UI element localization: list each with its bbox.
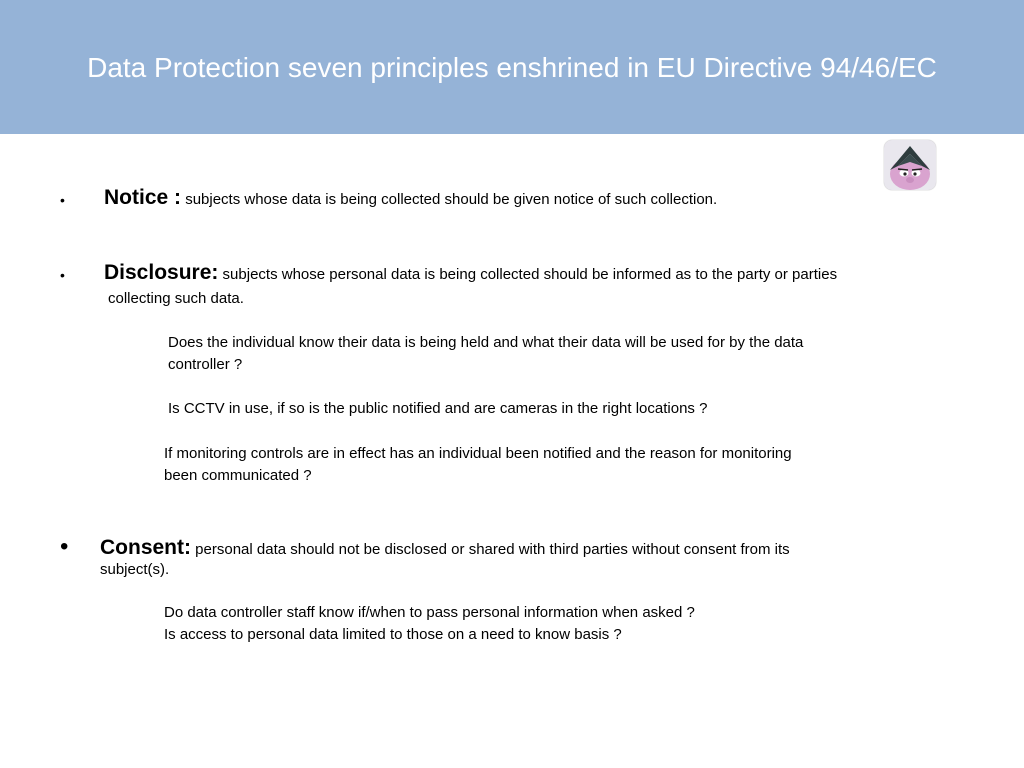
disclosure-question-cont: controller ? — [168, 356, 243, 373]
consent-item — [100, 534, 790, 564]
disclosure-desc-cont: collecting such data. — [108, 290, 244, 307]
disclosure-question-cont: been communicated ? — [164, 467, 312, 484]
consent-desc: personal data should not be disclosed or shared with third parties without consent from its — [195, 541, 790, 558]
bullet-marker: • — [60, 533, 69, 560]
consent-term: Consent: — [100, 536, 191, 559]
disclosure-item — [104, 259, 837, 289]
bullet-marker: • — [60, 267, 65, 283]
consent-desc-cont: subject(s). — [100, 561, 170, 578]
disclosure-term: Disclosure: — [104, 261, 219, 284]
disclosure-question: If monitoring controls are in effect has an individual been notified and the reason for monitoring — [164, 445, 792, 462]
consent-question: Is access to personal data limited to those on a need to know basis ? — [164, 626, 622, 643]
slide-title: Data Protection seven principles enshrined in EU Directive 94/46/EC — [87, 52, 937, 83]
disclosure-question: Is CCTV in use, if so is the public notified and are cameras in the right locations ? — [168, 400, 708, 417]
consent-question: Do data controller staff know if/when to pass personal information when asked ? — [164, 604, 695, 621]
bullet-marker: • — [60, 192, 65, 208]
notice-item — [104, 184, 717, 214]
notice-desc: subjects whose data is being collected should be given notice of such collection. — [185, 191, 718, 208]
disclosure-desc: subjects whose personal data is being collected should be informed as to the party or parties — [222, 266, 838, 283]
character-avatar-icon — [884, 140, 936, 190]
notice-term: Notice : — [104, 186, 182, 209]
disclosure-question: Does the individual know their data is being held and what their data will be used for by the data — [168, 334, 804, 351]
